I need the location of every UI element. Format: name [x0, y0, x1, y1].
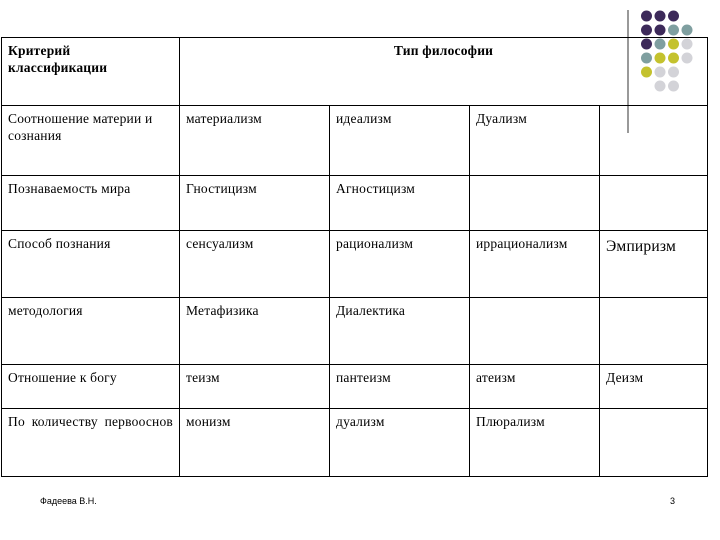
footer-author: Фадеева В.Н.	[40, 496, 97, 506]
table-row	[2, 365, 708, 409]
decorative-dot	[641, 25, 652, 36]
philosophy-classification-table	[1, 37, 708, 477]
row-criterion: Познаваемость мира	[2, 176, 180, 231]
row-criterion: Соотношение материи и сознания	[2, 106, 180, 176]
table-cell: пантеизм	[330, 365, 470, 409]
table-header-row	[2, 38, 708, 106]
decorative-dot	[668, 11, 679, 22]
table-row	[2, 176, 708, 231]
table-cell: Диалектика	[330, 298, 470, 365]
table-cell: материализм	[180, 106, 330, 176]
row-criterion: Отношение к богу	[2, 365, 180, 409]
footer-page-number: 3	[670, 496, 676, 506]
table-cell: Гностицизм	[180, 176, 330, 231]
row-criterion: методология	[2, 298, 180, 365]
table-cell: Агностицизм	[330, 176, 470, 231]
table-row	[2, 231, 708, 298]
decorative-dot	[655, 11, 666, 22]
table-cell	[600, 176, 708, 231]
table-cell	[470, 298, 600, 365]
table-cell: атеизм	[470, 365, 600, 409]
table-cell: рационализм	[330, 231, 470, 298]
decorative-dot	[655, 25, 666, 36]
table-cell: идеализм	[330, 106, 470, 176]
table-row	[2, 298, 708, 365]
table-cell	[600, 409, 708, 477]
table-cell: Плюрализм	[470, 409, 600, 477]
decorative-dot	[668, 25, 679, 36]
row-criterion: Способ познания	[2, 231, 180, 298]
table-cell: иррационализм	[470, 231, 600, 298]
table-cell: Метафизика	[180, 298, 330, 365]
table-cell: Эмпиризм	[600, 231, 708, 298]
decorative-dot	[641, 11, 652, 22]
table-row	[2, 409, 708, 477]
table-cell: сенсуализм	[180, 231, 330, 298]
row-criterion: По количеству первооснов	[2, 409, 180, 477]
decorative-dot	[682, 25, 693, 36]
table-cell	[600, 106, 708, 176]
table-cell: дуализм	[330, 409, 470, 477]
table-cell	[470, 176, 600, 231]
table-cell: теизм	[180, 365, 330, 409]
header-criterion: Критерий классификации	[2, 38, 180, 106]
table-cell	[600, 298, 708, 365]
table-cell: Деизм	[600, 365, 708, 409]
table-cell: Дуализм	[470, 106, 600, 176]
header-philosophy-type: Тип философии	[180, 38, 708, 106]
table-cell: монизм	[180, 409, 330, 477]
table-row	[2, 106, 708, 176]
